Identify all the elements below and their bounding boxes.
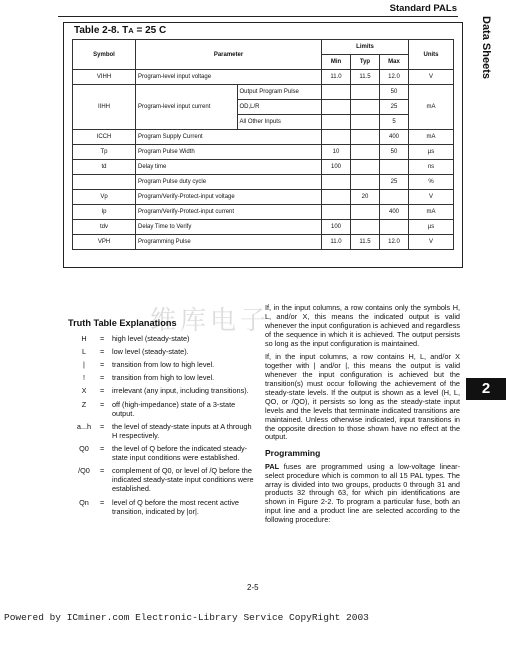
programming-heading: Programming <box>265 448 321 459</box>
right-column <box>265 304 460 530</box>
page-number: 2-5 <box>247 583 259 592</box>
header-rule <box>58 16 458 17</box>
truth-table-heading: Truth Table Explanations <box>68 318 177 328</box>
col-min: Min <box>322 55 351 70</box>
table-row: ICCH Program Supply Current 400 mA <box>73 130 454 145</box>
table-row: All Other Inputs 5 <box>73 115 454 130</box>
col-max: Max <box>380 55 409 70</box>
list-item: a...h = the level of steady-state inputs at A through H respectively. <box>76 421 252 440</box>
chapter-marker: 2 <box>466 378 506 400</box>
spec-table-box <box>63 22 463 268</box>
list-item: Q0 = the level of Q before the indicated steady-state input conditions were established. <box>79 443 248 463</box>
truth-table-section <box>68 318 258 520</box>
list-item: L = low level (steady-state). <box>81 347 189 357</box>
list-item: ! = transition from high to low level. <box>82 373 215 383</box>
table-row: Vp Program/Verify-Protect-input voltage 20 V <box>73 190 454 205</box>
paragraph <box>265 463 460 525</box>
col-units: Units <box>409 40 454 70</box>
col-symbol: Symbol <box>73 40 136 70</box>
table-row: VIHH Program-level input voltage 11.0 11.5 12.0 V <box>73 70 454 85</box>
paragraph: If, in the input columns, a row contains H, L, and/or X together with | and/or |, this means the output is valid whenever the input configuration is achieved but the transition(s) must occur following the achievement of the steady-state levels. If the output is shown as a level (H, L, QO, or /QO), it persists so long as the steady-state input levels and the levels that terminate indicated transitions are maintained. Unless otherwise indicated, input transitions in the opposite direction to those shown have no effect at the output. <box>265 352 460 442</box>
col-typ: Typ <box>351 55 380 70</box>
list-item: /Q0 = complement of Q0, or level of /Q before the indicated steady-state input conditions were established. <box>78 466 254 494</box>
table-title-main: Table 2-8. T <box>74 25 129 36</box>
table-title-sub: A <box>128 26 134 35</box>
paragraph-text: fuses are programmed using a low-voltage linear-select procedure which is common to all 15 PAL types. The array is divided into two groups, products 0 through 31 and products 32 through 63, for which pin identifications are shown in Figure 2-2. To program a particular fuse, both an input line and a product line are selected according to the following procedure: <box>265 461 460 525</box>
table-row: Program Pulse duty cycle 25 % <box>73 175 454 190</box>
footer-credit: Powered by ICminer.com Electronic-Library Service CopyRight 2003 <box>4 612 369 623</box>
list-item: | = transition from low to high level. <box>83 360 215 370</box>
table-row: Ip Program/Verify-Protect-input current 400 mA <box>73 205 454 220</box>
list-item: H = high level (steady-state) <box>81 334 190 343</box>
col-limits: Limits <box>322 40 409 55</box>
table-row: OD,L/R 25 <box>73 100 454 115</box>
table-row: Tp Program Pulse Width 10 50 µs <box>73 145 454 160</box>
side-tab <box>470 12 500 102</box>
pal-term: PAL <box>265 461 280 471</box>
spec-table <box>72 39 454 250</box>
table-row: td Delay time 100 ns <box>73 160 454 175</box>
col-parameter: Parameter <box>136 40 322 70</box>
table-row: tdv Delay Time to Verify 100 µs <box>73 220 454 235</box>
side-tab-label: Data Sheets <box>480 16 492 79</box>
table-title-tail: = 25 C <box>133 25 167 36</box>
table-title <box>74 25 166 36</box>
watermark: 维库电子 <box>150 306 271 336</box>
table-row: VPH Programming Pulse 11.0 11.5 12.0 V <box>73 235 454 250</box>
list-item: Qn = level of Q before the most recent active transition, indicated by |or|. <box>79 497 239 516</box>
table-row: IIHH Program-level input current Output Program Pulse 50 mA <box>73 85 454 100</box>
running-header: Standard PALs <box>389 3 457 14</box>
paragraph: If, in the input columns, a row contains only the symbols H, L, and/or X, this means the indicated output is valid whenever the input configuration is achieved and regardless of the sequence in which it is achieved. The output persists so long as the input configuration is maintained. <box>265 303 460 348</box>
list-item: Z = off (high-impedance) state of a 3-state output. <box>81 399 236 418</box>
list-item: X = irrelevant (any input, including transitions). <box>81 386 249 396</box>
